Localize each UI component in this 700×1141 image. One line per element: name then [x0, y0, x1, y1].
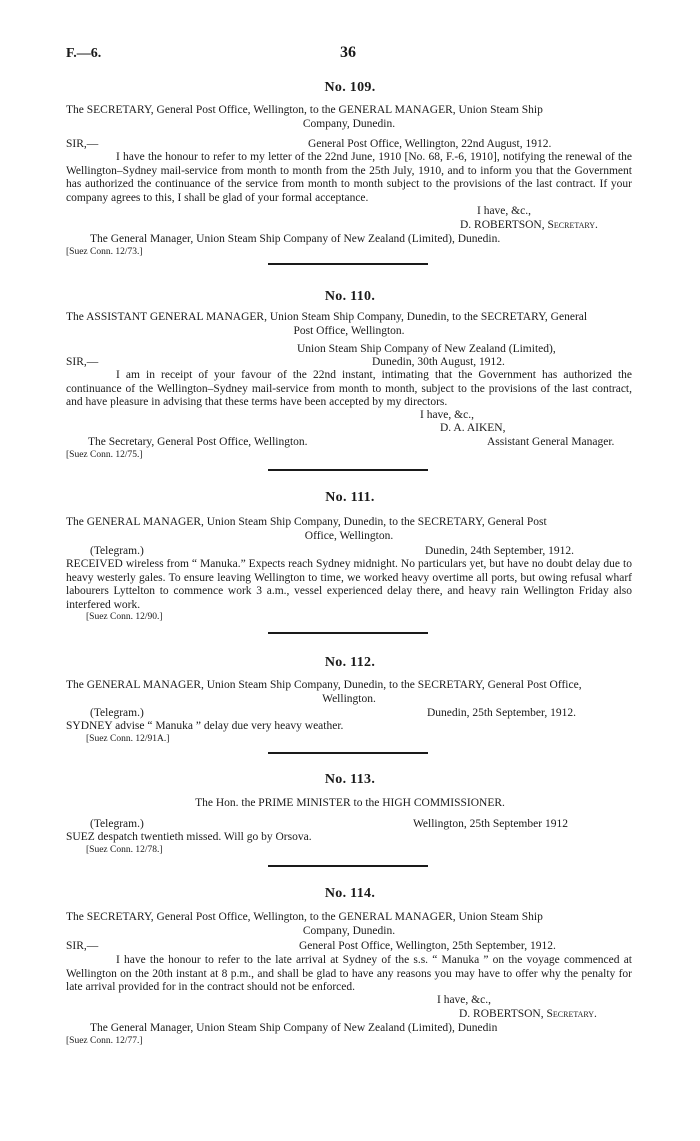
- closing: I have, &c.,: [420, 409, 474, 421]
- place-line: Union Steam Ship Company of New Zealand (Limited),: [297, 343, 556, 355]
- signature: D. ROBERTSON, Secretary.: [459, 1008, 597, 1020]
- letter-number: No. 111.: [325, 490, 375, 505]
- address-line: The SECRETARY, General Post Office, Wellington, to the GENERAL MANAGER, Union Steam Ship: [66, 911, 543, 923]
- reference: [Suez Conn. 12/78.]: [86, 845, 163, 855]
- letter-address: [66, 311, 632, 338]
- divider-rule: [268, 865, 428, 867]
- reference: [Suez Conn. 12/77.]: [66, 1036, 143, 1046]
- reference: [Suez Conn. 12/91A.]: [86, 734, 170, 744]
- letter-address: The Hon. the PRIME MINISTER to the HIGH COMMISSIONER.: [195, 797, 505, 809]
- letter-number: No. 109.: [324, 80, 376, 95]
- letter-address: [66, 516, 632, 543]
- recipient: The Secretary, General Post Office, Wellington.: [88, 436, 308, 448]
- address-line: The SECRETARY, General Post Office, Wellington, to the GENERAL MANAGER, Union Steam Ship: [66, 104, 543, 116]
- signature: D. ROBERTSON, Secretary.: [460, 219, 598, 231]
- letter-body: I have the honour to refer to the late arrival at Sydney of the s.s. “ Manuka ” on the voyage commenced at Wellington on the 20th instant at 8 p.m., and shall be glad to have any reasons you may have to offer why the penalty for late arrival provided for in the contract should not be enforced.: [66, 954, 632, 993]
- salutation: SIR,—: [66, 356, 99, 368]
- divider-rule: [268, 632, 428, 634]
- signature-title: Assistant General Manager.: [487, 436, 615, 448]
- letter-number: No. 114.: [324, 886, 376, 901]
- place-date: Dunedin, 24th September, 1912.: [425, 545, 575, 557]
- divider-rule: [268, 263, 428, 265]
- address-line: Wellington.: [322, 692, 376, 705]
- letter-number: No. 110.: [324, 289, 376, 304]
- document-code: F.—6.: [66, 46, 102, 61]
- place-date: Wellington, 25th September 1912: [413, 818, 568, 830]
- letter-number: No. 112.: [324, 655, 376, 670]
- telegram-body: SUEZ despatch twentieth missed. Will go by Orsova.: [66, 831, 312, 843]
- telegram-label: (Telegram.): [90, 707, 144, 719]
- telegram-label: (Telegram.): [90, 545, 144, 557]
- place-date: General Post Office, Wellington, 22nd August, 1912.: [308, 138, 552, 150]
- letter-body: I am in receipt of your favour of the 22nd instant, intimating that the Government has authorized the continuance of the Wellington–Sydney mail-service from month to month, subject to the provisions of the last contract, and have pleasure in advising that these terms have been accepted by my directors.: [66, 369, 632, 408]
- telegram-body: SYDNEY advise “ Manuka ” delay due very heavy weather.: [66, 720, 344, 732]
- address-line: The GENERAL MANAGER, Union Steam Ship Company, Dunedin, to the SECRETARY, General Post: [66, 516, 547, 528]
- reference: [Suez Conn. 12/75.]: [66, 450, 143, 460]
- telegram-label: (Telegram.): [90, 818, 144, 830]
- telegram-body: RECEIVED wireless from “ Manuka.” Expects reach Sydney midnight. No particulars yet, but have no doubt delay due to heavy westerly gales. To ensure leaving Wellington to time, we worked heavy overtime all ports, but owing refusal wharf labourers Lyttelton to commence work 3 a.m., vessel experienced delay there, and heavy rain Wellington Friday also interfered work.: [66, 558, 632, 611]
- recipient: The General Manager, Union Steam Ship Company of New Zealand (Limited), Dunedin.: [90, 233, 501, 245]
- address-line: Company, Dunedin.: [302, 117, 396, 130]
- place-date: General Post Office, Wellington, 25th September, 1912.: [299, 940, 556, 952]
- reference: [Suez Conn. 12/90.]: [86, 612, 163, 622]
- address-line: Post Office, Wellington.: [293, 324, 405, 337]
- reference: [Suez Conn. 12/73.]: [66, 247, 143, 257]
- closing: I have, &c.,: [477, 205, 531, 217]
- place-date: Dunedin, 25th September, 1912.: [427, 707, 577, 719]
- letter-number: No. 113.: [324, 772, 376, 787]
- recipient: The General Manager, Union Steam Ship Company of New Zealand (Limited), Dunedin: [90, 1022, 498, 1034]
- divider-rule: [268, 469, 428, 471]
- letter-address: [66, 104, 632, 131]
- place-date: Dunedin, 30th August, 1912.: [372, 356, 505, 368]
- closing: I have, &c.,: [437, 994, 491, 1006]
- letter-address: [66, 679, 632, 706]
- salutation: SIR,—: [66, 138, 99, 150]
- address-line: The GENERAL MANAGER, Union Steam Ship Company, Dunedin, to the SECRETARY, General Post Office,: [66, 679, 582, 691]
- address-line: Company, Dunedin.: [302, 924, 396, 937]
- salutation: SIR,—: [66, 940, 99, 952]
- letter-address: [66, 911, 632, 938]
- page-number: 36: [340, 44, 356, 61]
- divider-rule: [268, 752, 428, 754]
- address-line: Office, Wellington.: [304, 529, 394, 542]
- letter-body: I have the honour to refer to my letter of the 22nd June, 1910 [No. 68, F.-6, 1910], notifying the renewal of the Wellington–Sydney mail-service from month to month from the 25th July, 1910, and to inform you that the Government has authorized the continuance of the service from month to month subject to the provisions of the last contract. If your company agrees to this, I shall be glad of your formal acceptance.: [66, 151, 632, 204]
- signature: D. A. AIKEN,: [440, 422, 506, 434]
- address-line: The ASSISTANT GENERAL MANAGER, Union Steam Ship Company, Dunedin, to the SECRETARY, General: [66, 311, 588, 323]
